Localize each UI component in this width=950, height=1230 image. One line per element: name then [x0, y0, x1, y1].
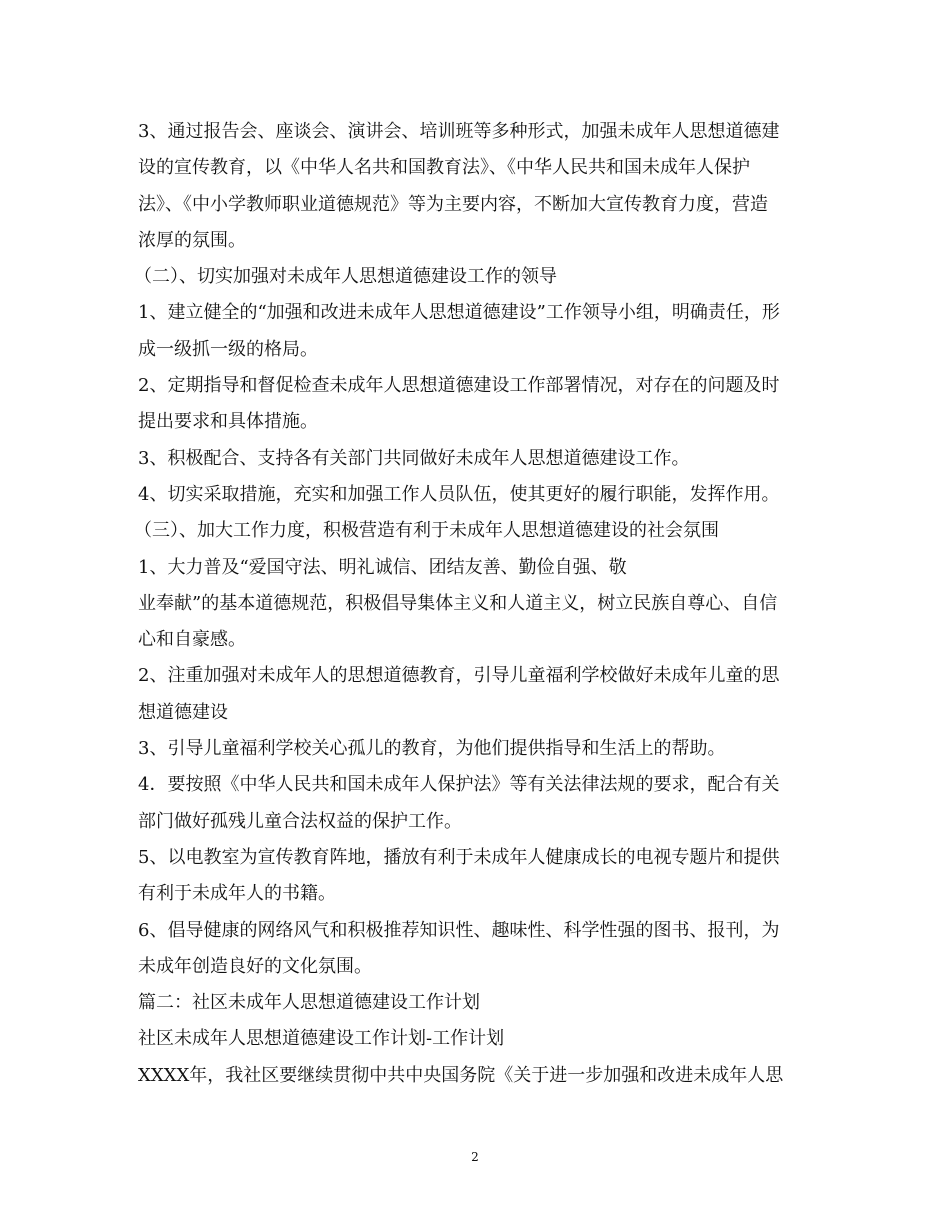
text-line: 2、注重加强对未成年人的思想道德教育，引导儿童福利学校做好未成年儿童的思 [138, 665, 780, 687]
text-line: 提出要求和具体措施。 [138, 411, 318, 433]
text-line: 3、通过报告会、座谈会、演讲会、培训班等多种形式，加强未成年人思想道德建 [138, 121, 780, 142]
text-line: 4、切实采取措施，充实和加强工作人员队伍，使其更好的履行职能，发挥作用。 [138, 483, 780, 505]
document-body [134, 114, 818, 1094]
chapter-title: 篇二：社区未成年人思想道德建设工作计划 [138, 992, 480, 1014]
text-line: 未成年创造良好的文化氛围。 [138, 955, 372, 977]
text-line: 部门做好孤残儿童合法权益的保护工作。 [138, 810, 462, 832]
text-line: 设的宣传教育，以《中华人名共和国教育法》、《中华人民共和国未成年人保护 [138, 157, 750, 179]
text-line: 1、建立健全的“加强和改进未成年人思想道德建设”工作领导小组，明确责任，形 [138, 302, 780, 324]
text-line: XXXX年，我社区要继续贯彻中共中央国务院《关于进一步加强和改进未成年人思 [138, 1064, 784, 1086]
text-line: 法》、《中小学教师职业道德规范》等为主要内容，不断加大宣传教育力度，营造 [138, 193, 768, 215]
section-heading: （三）、加大工作力度，积极营造有利于未成年人思想道德建设的社会氛围 [134, 520, 719, 542]
text-line: 浓厚的氛围。 [138, 229, 246, 251]
text-line: 2、定期指导和督促检查未成年人思想道德建设工作部署情况，对存在的问题及时 [138, 375, 780, 397]
text-line: 5、以电教室为宣传教育阵地，播放有利于未成年人健康成长的电视专题片和提供 [138, 846, 780, 868]
document-title: 社区未成年人思想道德建设工作计划-工作计划 [138, 1028, 505, 1050]
text-line: 心和自豪感。 [138, 629, 246, 651]
text-line: 3、引导儿童福利学校关心孤儿的教育，为他们提供指导和生活上的帮助。 [138, 738, 726, 760]
section-heading: （二）、切实加强对未成年人思想道德建设工作的领导 [134, 266, 557, 288]
text-line: 业奉献”的基本道德规范，积极倡导集体主义和人道主义，树立民族自尊心、自信 [138, 592, 778, 614]
text-line: 成一级抓一级的格局。 [138, 338, 318, 360]
text-line: 4．要按照《中华人民共和国未成年人保护法》等有关法律法规的要求，配合有关 [138, 774, 780, 796]
text-line: 1、大力普及“爱国守法、明礼诚信、团结友善、勤俭自强、敬 [138, 556, 627, 578]
text-line: 3、积极配合、支持各有关部门共同做好未成年人思想道德建设工作。 [138, 447, 690, 469]
text-line: 有利于未成年人的书籍。 [138, 883, 336, 905]
page-number: 2 [471, 1150, 479, 1164]
text-line: 想道德建设 [138, 701, 228, 723]
text-line: 6、倡导健康的网络风气和积极推荐知识性、趣味性、科学性强的图书、报刊，为 [138, 919, 780, 941]
